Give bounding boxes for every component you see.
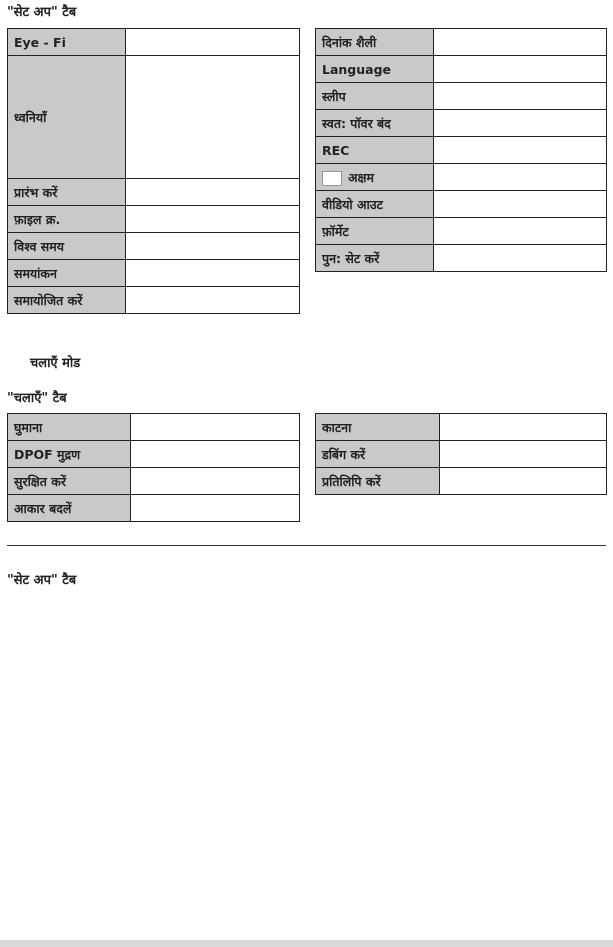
menu-label-rec: REC xyxy=(316,137,434,164)
table-row xyxy=(316,191,607,218)
menu-label-sleep: स्लीप xyxy=(316,83,434,110)
menu-label-protect: सुरक्षित करें xyxy=(8,468,131,495)
table-row xyxy=(8,233,300,260)
table-row xyxy=(316,110,607,137)
menu-value xyxy=(126,260,300,287)
disable-text: अक्षम xyxy=(348,169,374,185)
menu-value xyxy=(126,206,300,233)
menu-label-format: फ़ॉर्मेट xyxy=(316,218,434,245)
table-row xyxy=(8,29,300,56)
square-icon xyxy=(322,171,342,186)
table-row xyxy=(8,468,300,495)
setup-left-table xyxy=(7,28,300,314)
menu-value xyxy=(434,83,607,110)
menu-label-trimming: काटना xyxy=(316,414,440,441)
play-tab-heading: "चलाएँ" टैब xyxy=(7,391,67,406)
play-left-table xyxy=(7,413,300,522)
table-row xyxy=(316,245,607,272)
setup-right-table xyxy=(315,28,607,272)
menu-label-date-style: दिनांक शैली xyxy=(316,29,434,56)
setup-tab-heading: "सेट अप" टैब xyxy=(7,5,77,20)
setup-tab-heading-2: "सेट अप" टैब xyxy=(7,573,77,588)
menu-label-time-stamp: समयांकन xyxy=(8,260,126,287)
table-row xyxy=(316,29,607,56)
menu-label-world-time: विश्व समय xyxy=(8,233,126,260)
menu-label-file-no: फ़ाइल क्र. xyxy=(8,206,126,233)
menu-value xyxy=(126,179,300,206)
table-row xyxy=(8,260,300,287)
menu-value xyxy=(440,414,607,441)
menu-label-disable xyxy=(316,164,434,191)
table-row xyxy=(8,414,300,441)
menu-value xyxy=(434,218,607,245)
menu-label-video-out: वीडियो आउट xyxy=(316,191,434,218)
menu-value xyxy=(126,287,300,314)
menu-label-reset: पुन: सेट करें xyxy=(316,245,434,272)
menu-value xyxy=(434,191,607,218)
menu-value xyxy=(131,441,300,468)
menu-label-eyefi: Eye - Fi xyxy=(8,29,126,56)
table-row xyxy=(8,441,300,468)
menu-value xyxy=(131,414,300,441)
table-row xyxy=(8,287,300,314)
menu-label-sounds: ध्वनियाँ xyxy=(8,56,126,179)
menu-label-rotation: घुमाना xyxy=(8,414,131,441)
section-divider xyxy=(7,545,606,546)
menu-label-auto-power-off: स्वत: पॉवर बंद xyxy=(316,110,434,137)
table-row xyxy=(8,179,300,206)
menu-value xyxy=(126,56,300,179)
menu-value xyxy=(434,29,607,56)
table-row xyxy=(316,218,607,245)
play-right-table xyxy=(315,413,607,495)
menu-label-dpof: DPOF मुद्रण xyxy=(8,441,131,468)
play-mode-heading: चलाएँ मोड xyxy=(30,356,81,371)
table-row xyxy=(8,56,300,179)
menu-value xyxy=(440,441,607,468)
menu-value xyxy=(434,56,607,83)
menu-value xyxy=(126,233,300,260)
menu-value xyxy=(131,495,300,522)
menu-label-adjust: समायोजित करें xyxy=(8,287,126,314)
table-row xyxy=(8,206,300,233)
menu-label-resize: आकार बदलें xyxy=(8,495,131,522)
menu-value xyxy=(434,137,607,164)
table-row xyxy=(316,441,607,468)
menu-value xyxy=(434,245,607,272)
table-row xyxy=(316,164,607,191)
table-row xyxy=(316,137,607,164)
menu-value xyxy=(434,164,607,191)
menu-value xyxy=(131,468,300,495)
table-row xyxy=(316,56,607,83)
menu-label-dubbing: डबिंग करें xyxy=(316,441,440,468)
table-row xyxy=(316,414,607,441)
menu-value xyxy=(434,110,607,137)
menu-label-startup: प्रारंभ करें xyxy=(8,179,126,206)
menu-label-language: Language xyxy=(316,56,434,83)
table-row xyxy=(316,83,607,110)
menu-label-copy: प्रतिलिपि करें xyxy=(316,468,440,495)
footer-bar xyxy=(0,940,613,947)
menu-value xyxy=(440,468,607,495)
table-row xyxy=(8,495,300,522)
table-row xyxy=(316,468,607,495)
menu-value xyxy=(126,29,300,56)
